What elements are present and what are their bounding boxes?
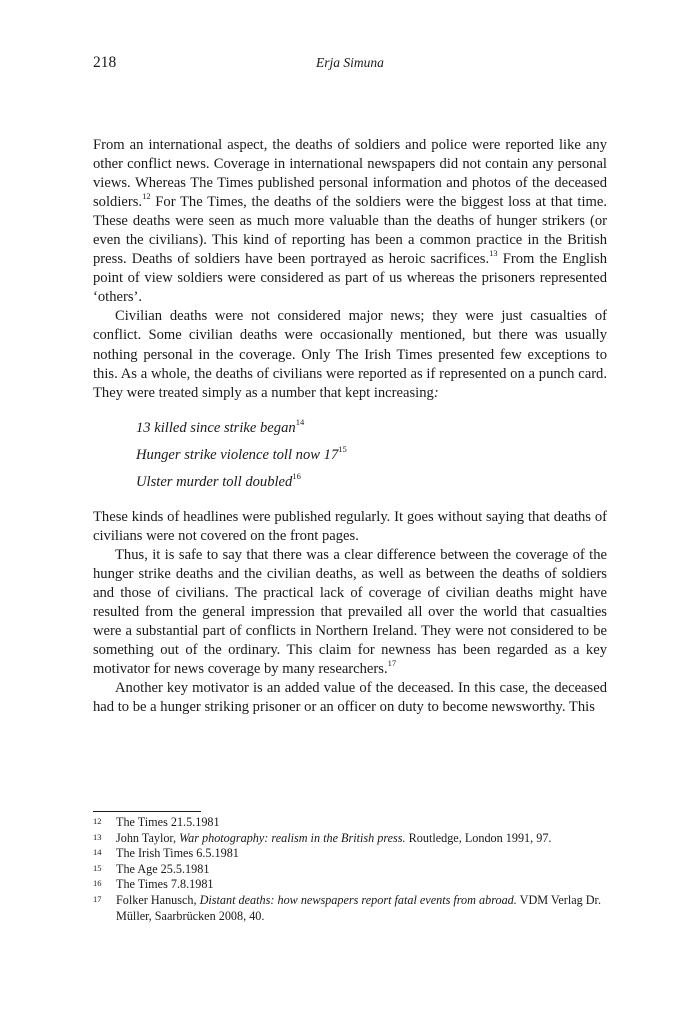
footnote-text: The Age 25.5.1981 xyxy=(116,861,210,876)
footnote-title: Distant deaths: how newspapers report fatal events from abroad. xyxy=(199,892,517,907)
headline-text: 13 killed since strike began xyxy=(136,419,296,436)
footnote-text: The Times 21.5.1981 xyxy=(116,815,220,829)
footnote-text: John Taylor, xyxy=(116,830,180,845)
paragraph-text: From an international aspect, the deaths of soldiers and police were reported like any other conflict news. Coverage in international newspapers did not contain any personal views. Whereas The Times published personal information and photos of the deceased soldiers. xyxy=(93,137,607,211)
paragraph-2 xyxy=(93,307,607,402)
running-author: Erja Simuna xyxy=(316,55,384,70)
headline-text: Ulster murder toll doubled xyxy=(136,473,293,490)
footnote-number: 17 xyxy=(93,893,102,904)
footnote-16 xyxy=(93,877,607,893)
paragraph-5: Another key motivator is an added value of the deceased. In this case, the deceased had to be a hunger striking prisoner or an officer on duty to become newsworthy. This xyxy=(93,680,607,716)
body-text xyxy=(93,136,607,717)
headline-quote xyxy=(136,415,607,442)
footnote-ref-13[interactable]: 13 xyxy=(489,248,498,259)
footnote-ref-15[interactable]: 15 xyxy=(338,443,347,454)
footnote-number: 15 xyxy=(93,862,102,873)
footnote-number: 12 xyxy=(93,816,102,826)
footnote-12 xyxy=(93,815,607,831)
footnotes xyxy=(93,815,607,924)
footnote-text: The Irish Times 6.5.1981 xyxy=(116,846,239,861)
footnote-ref-12[interactable]: 12 xyxy=(142,191,151,202)
footnote-number: 14 xyxy=(93,847,102,858)
paragraph-colon: : xyxy=(433,384,439,401)
paragraph-text: For The Times, the deaths of the soldiers were the biggest loss at that time. These deaths were seen as much more valuable than the deaths of hunger strikers (or even the civilians). This kind of reporting has been a common practice in the British press. Deaths of soldiers have been portrayed as heroic sacrifices. xyxy=(93,194,607,268)
paragraph-text: Thus, it is safe to say that there was a clear difference between the coverage of the hunger strike deaths and the civilian deaths, as well as between the deaths of soldiers and those of civilians. The practical lack of coverage of civilian deaths might have resulted from the general impression that prevailed all over the world that casualties were a substantial part of conflicts in Northern Ireland. They were not considered to be something out of the ordinary. This claim for newness has been regarded as a key motivator for news coverage by many researchers. xyxy=(93,546,607,678)
running-head xyxy=(93,54,607,74)
footnote-title: War photography: realism in the British press. xyxy=(179,830,406,845)
footnote-text: Folker Hanusch, xyxy=(116,892,200,907)
headline-text: Hunger strike violence toll now 17 xyxy=(136,446,339,463)
footnote-ref-14[interactable]: 14 xyxy=(295,416,305,427)
footnote-15 xyxy=(93,862,607,878)
headline-quotes xyxy=(136,415,607,496)
footnote-number: 16 xyxy=(93,878,102,889)
footnote-13 xyxy=(93,831,607,847)
paragraph-text: Civilian deaths were not considered major news; they were just casualties of conflict. Some civilian deaths were occasionally mentioned, but there was usually nothing personal in the coverage. Only The Irish Times presented few exceptions to this. As a whole, the deaths of civilians were reported as if represented on a punch card. They were treated simply as a number that kept increasing xyxy=(93,308,607,401)
footnote-17 xyxy=(93,893,607,924)
footnote-text: Routledge, London 1991, 97. xyxy=(405,830,552,845)
headline-quote xyxy=(136,469,607,496)
footnote-ref-17[interactable]: 17 xyxy=(387,658,397,669)
footnote-number: 13 xyxy=(93,831,102,842)
page-number: 218 xyxy=(93,54,117,71)
paragraph-4 xyxy=(93,546,607,679)
paragraph-1 xyxy=(93,136,607,307)
paragraph-text: From the English point of view soldiers were considered as part of us whereas the prisoners represented ‘others’. xyxy=(93,251,607,306)
headline-quote xyxy=(136,442,607,469)
footnote-rule xyxy=(93,811,201,812)
footnote-ref-16[interactable]: 16 xyxy=(292,470,301,481)
footnote-text: VDM Verlag Dr. Müller, Saarbrücken 2008, 40. xyxy=(116,892,601,923)
footnote-14 xyxy=(93,846,607,862)
footnote-text: The Times 7.8.1981 xyxy=(116,877,214,892)
paragraph-3: These kinds of headlines were published regularly. It goes without saying that deaths of civilians were not covered on the front pages. xyxy=(93,508,607,544)
